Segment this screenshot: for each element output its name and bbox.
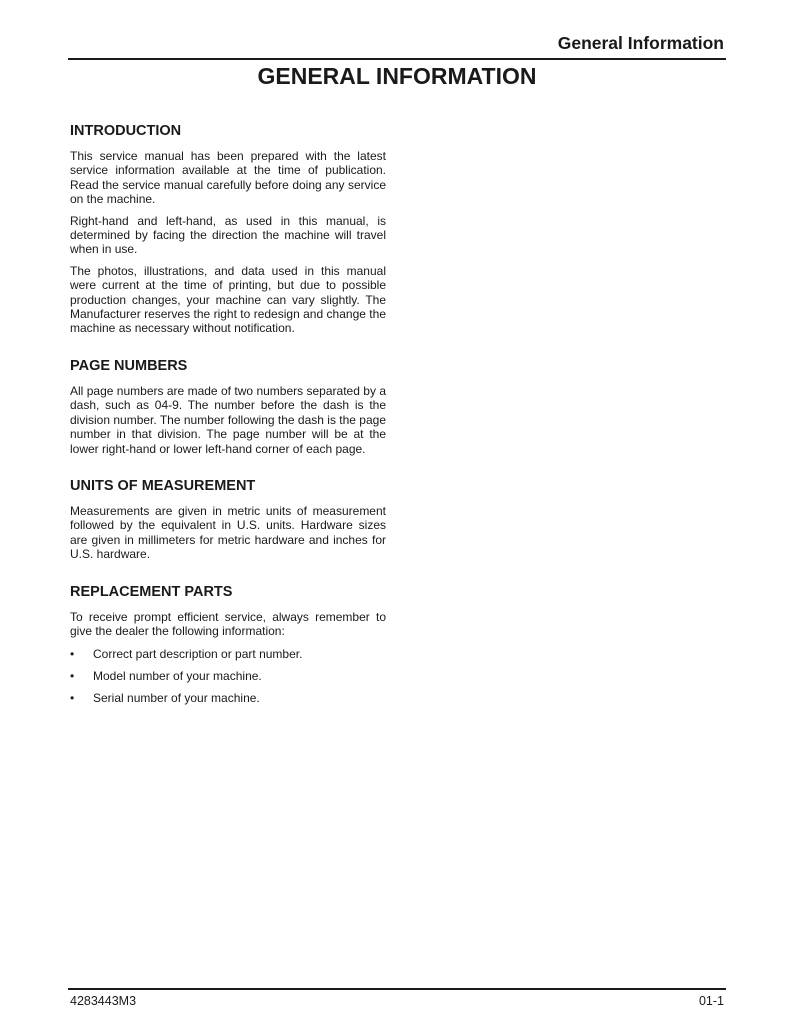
paragraph: Right-hand and left-hand, as used in this manual, is determined by facing the direction the machine will travel when in use. (70, 213, 386, 257)
footer-rule (68, 988, 726, 990)
page-title: GENERAL INFORMATION (257, 63, 537, 89)
paragraph: This service manual has been prepared with the latest service information available at the time of publication. Read the service manual carefully before doing any service on the machine. (70, 149, 386, 207)
section-heading: UNITS OF MEASUREMENT (70, 477, 256, 494)
paragraph: All page numbers are made of two numbers separated by a dash, such as 04-9. The number before the dash is the division number. The number following the dash is the page number in that division. The page number will be at the lower right-hand or lower left-hand corner of each page. (70, 383, 386, 456)
list-item-text: Model number of your machine. (93, 669, 262, 684)
document-number: 4283443M3 (70, 994, 137, 1008)
header-rule (68, 58, 726, 60)
section-introduction (70, 122, 386, 336)
main-content (70, 122, 386, 727)
section-heading: INTRODUCTION (70, 123, 182, 139)
section-heading: REPLACEMENT PARTS (70, 583, 233, 600)
list-item-text: Serial number of your machine. (93, 691, 260, 706)
list-item (70, 647, 386, 661)
list-item-text: Correct part description or part number. (93, 647, 303, 662)
section-replacement-parts (70, 583, 386, 706)
page-number: 01-1 (698, 994, 724, 1008)
bullet-icon: • (70, 691, 75, 706)
paragraph: To receive prompt efficient service, always remember to give the dealer the following information: (70, 609, 386, 638)
running-header: General Information (557, 33, 724, 53)
paragraph: The photos, illustrations, and data used in this manual were current at the time of printing, but due to possible production changes, your machine can vary slightly. The Manufacturer reserves the right to redesign and change the machine as necessary without notification. (70, 263, 386, 336)
section-units-of-measurement (70, 477, 386, 562)
section-heading: PAGE NUMBERS (70, 357, 188, 374)
bullet-icon: • (70, 669, 75, 684)
list-item (70, 669, 386, 683)
bullet-icon: • (70, 647, 75, 662)
replacement-info-list (70, 647, 386, 705)
paragraph: Measurements are given in metric units of measurement followed by the equivalent in U.S. units. Hardware sizes are given in millimeters for metric hardware and inches for U.S. hardware. (70, 503, 386, 562)
list-item (70, 691, 386, 705)
section-page-numbers (70, 357, 386, 456)
